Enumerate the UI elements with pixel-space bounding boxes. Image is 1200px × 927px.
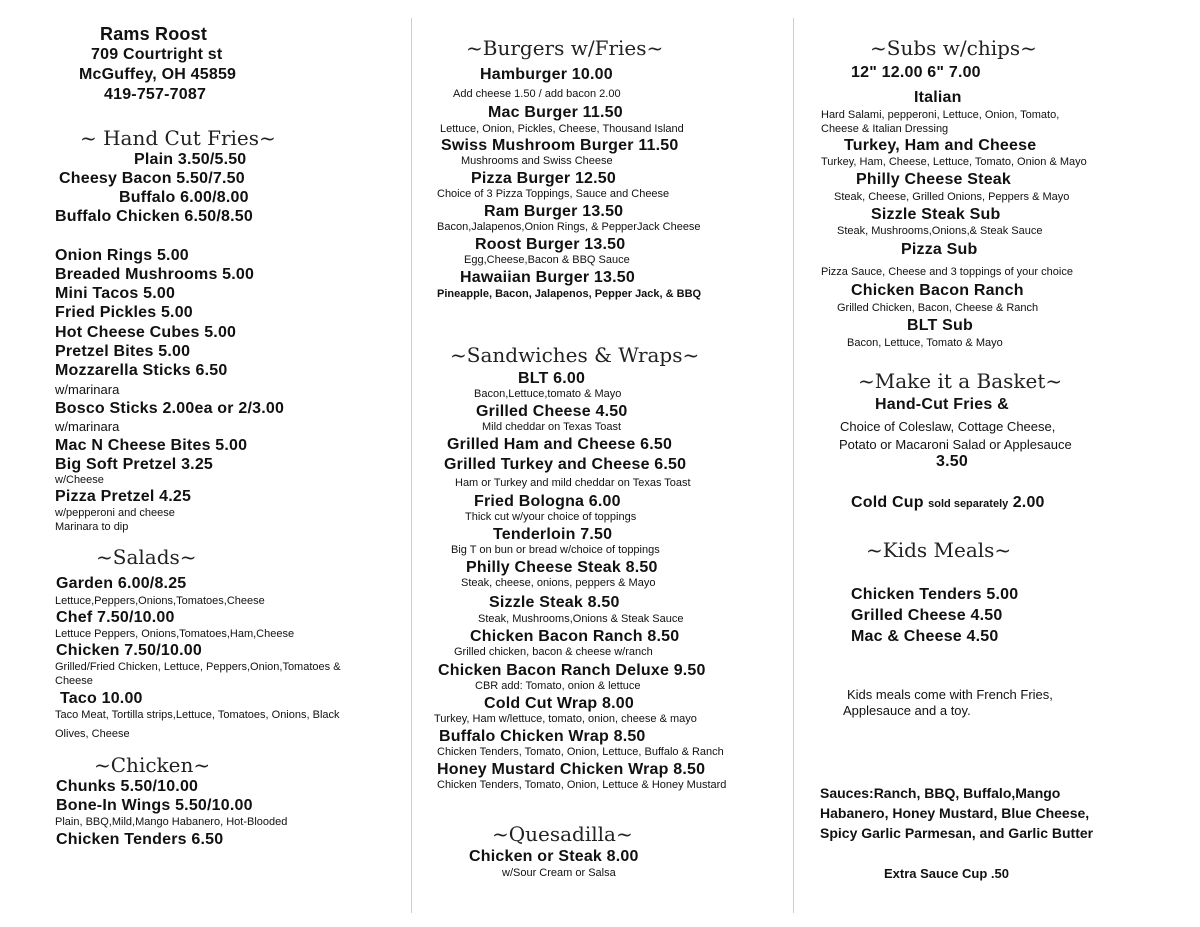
menu-item: Chicken 7.50/10.00 (56, 642, 202, 659)
item-description: Grilled chicken, bacon & cheese w/ranch (454, 646, 653, 658)
restaurant-street: 709 Courtright st (91, 46, 223, 63)
basket-description: Potato or Macaroni Salad or Applesauce (839, 437, 1072, 452)
item-description: Steak, Mushrooms,Onions & Steak Sauce (478, 613, 684, 625)
item-description: Lettuce Peppers, Onions,Tomatoes,Ham,Cheese (55, 628, 295, 640)
item-description: Hard Salami, pepperoni, Lettuce, Onion, Tomato, (821, 109, 1060, 121)
menu-item: Grilled Ham and Cheese 6.50 (447, 436, 673, 453)
basket-price: 3.50 (936, 453, 968, 470)
menu-item: Roost Burger 13.50 (475, 236, 626, 253)
menu-item: Mac N Cheese Bites 5.00 (55, 437, 248, 454)
menu-item: Chicken Bacon Ranch 8.50 (470, 628, 680, 645)
item-description: Cheese (55, 675, 93, 687)
menu-item: Grilled Turkey and Cheese 6.50 (444, 456, 687, 473)
menu-item: Buffalo Chicken 6.50/8.50 (55, 208, 253, 225)
menu-item: Buffalo 6.00/8.00 (119, 189, 249, 206)
menu-item: Grilled Cheese 4.50 (476, 403, 628, 420)
menu-item: Ram Burger 13.50 (484, 203, 624, 220)
menu-item: Hamburger 10.00 (480, 66, 613, 83)
salads-title: ~Salads~ (96, 545, 197, 569)
sub-sizes: 12" 12.00 6" 7.00 (851, 64, 981, 81)
menu-item: Chicken Tenders 5.00 (851, 586, 1019, 603)
menu-item: Pizza Burger 12.50 (471, 170, 616, 187)
item-description: Mushrooms and Swiss Cheese (461, 155, 613, 167)
menu-item: Hawaiian Burger 13.50 (460, 269, 635, 286)
kids-note: Kids meals come with French Fries, (847, 687, 1053, 702)
menu-item: Breaded Mushrooms 5.00 (55, 266, 255, 283)
column-divider-left (411, 18, 412, 913)
restaurant-city: McGuffey, OH 45859 (79, 66, 237, 83)
menu-item: Turkey, Ham and Cheese (844, 137, 1037, 154)
menu-item: Hot Cheese Cubes 5.00 (55, 324, 237, 341)
menu-item: Mozzarella Sticks 6.50 (55, 362, 228, 379)
menu-item: Chef 7.50/10.00 (56, 609, 175, 626)
menu-item: Fried Pickles 5.00 (55, 304, 193, 321)
menu-item: Philly Cheese Steak (856, 171, 1011, 188)
item-description: w/Cheese (55, 474, 104, 486)
item-description: Steak, Cheese, Grilled Onions, Peppers & Mayo (834, 191, 1070, 203)
chicken-title: ~Chicken~ (94, 753, 211, 777)
item-description: Olives, Cheese (55, 728, 130, 740)
item-description: Egg,Cheese,Bacon & BBQ Sauce (464, 254, 630, 266)
menu-item: Chicken Tenders 6.50 (56, 831, 224, 848)
menu-item: Pizza Pretzel 4.25 (55, 488, 192, 505)
item-description: Big T on bun or bread w/choice of toppings (451, 544, 660, 556)
kids-title: ~Kids Meals~ (866, 538, 1012, 562)
menu-item: BLT 6.00 (518, 370, 586, 387)
item-description: Lettuce, Onion, Pickles, Cheese, Thousand Island (440, 123, 684, 135)
menu-item: Sizzle Steak Sub (871, 206, 1001, 223)
cold-cup-label: Cold Cup (851, 494, 924, 511)
item-description: Grilled/Fried Chicken, Lettuce, Peppers,Onion,Tomatoes & (55, 661, 341, 673)
menu-item: Taco 10.00 (60, 690, 143, 707)
item-description: Turkey, Ham, Cheese, Lettuce, Tomato, Onion & Mayo (821, 156, 1087, 168)
menu-item: Chicken Bacon Ranch Deluxe 9.50 (438, 662, 706, 679)
item-description: Choice of 3 Pizza Toppings, Sauce and Cheese (437, 188, 670, 200)
sauces-line: Sauces:Ranch, BBQ, Buffalo,Mango (820, 785, 1061, 801)
item-description: Chicken Tenders, Tomato, Onion, Lettuce, Buffalo & Ranch (437, 746, 724, 758)
menu-item: Philly Cheese Steak 8.50 (466, 559, 658, 576)
item-description: Pineapple, Bacon, Jalapenos, Pepper Jack, & BBQ (437, 288, 702, 300)
menu-item: Mini Tacos 5.00 (55, 285, 176, 302)
restaurant-phone: 419-757-7087 (104, 86, 207, 103)
quesadilla-title: ~Quesadilla~ (492, 822, 633, 846)
cold-cup-note: sold separately (928, 498, 1009, 510)
menu-item: BLT Sub (907, 317, 973, 334)
menu-item: Fried Bologna 6.00 (474, 493, 621, 510)
menu-item: Mac Burger 11.50 (488, 104, 623, 121)
menu-item: Mac & Cheese 4.50 (851, 628, 999, 645)
menu-item: Chicken or Steak 8.00 (469, 848, 639, 865)
item-description: Chicken Tenders, Tomato, Onion, Lettuce & Honey Mustard (437, 779, 727, 791)
basket-title: ~Make it a Basket~ (858, 369, 1063, 393)
kids-note: Applesauce and a toy. (843, 703, 971, 718)
item-description: Lettuce,Peppers,Onions,Tomatoes,Cheese (55, 595, 265, 607)
item-description: Steak, cheese, onions, peppers & Mayo (461, 577, 656, 589)
item-description: Bacon,Lettuce,tomato & Mayo (474, 388, 622, 400)
item-description: Ham or Turkey and mild cheddar on Texas Toast (455, 477, 691, 489)
menu-item: Swiss Mushroom Burger 11.50 (441, 137, 679, 154)
menu-item: Onion Rings 5.00 (55, 247, 189, 264)
item-description: Taco Meat, Tortilla strips,Lettuce, Tomatoes, Onions, Black (55, 709, 340, 721)
item-description: w/marinara (55, 382, 120, 397)
item-description: Steak, Mushrooms,Onions,& Steak Sauce (837, 225, 1043, 237)
sauces-line: Spicy Garlic Parmesan, and Garlic Butter (820, 825, 1094, 841)
item-description: Marinara to dip (55, 521, 129, 533)
burgers-title: ~Burgers w/Fries~ (466, 36, 664, 60)
menu-item: Big Soft Pretzel 3.25 (55, 456, 214, 473)
menu-item: Cold Cut Wrap 8.00 (484, 695, 634, 712)
menu-item: Honey Mustard Chicken Wrap 8.50 (437, 761, 706, 778)
item-description: Grilled Chicken, Bacon, Cheese & Ranch (837, 302, 1039, 314)
item-description: Thick cut w/your choice of toppings (465, 511, 637, 523)
item-description: Turkey, Ham w/lettuce, tomato, onion, cheese & mayo (434, 713, 697, 725)
sandwiches-title: ~Sandwiches & Wraps~ (450, 343, 700, 367)
item-description: Mild cheddar on Texas Toast (482, 421, 622, 433)
item-description: w/Sour Cream or Salsa (502, 867, 616, 879)
extra-sauce-cup: Extra Sauce Cup .50 (884, 866, 1009, 881)
item-description: w/pepperoni and cheese (55, 507, 175, 519)
item-description: Cheese & Italian Dressing (821, 123, 949, 135)
basket-description: Choice of Coleslaw, Cottage Cheese, (840, 419, 1056, 434)
menu-item: Buffalo Chicken Wrap 8.50 (439, 728, 646, 745)
cold-cup-price: 2.00 (1012, 494, 1045, 511)
basket-fries: Hand-Cut Fries & (875, 396, 1009, 413)
menu-item: Plain 3.50/5.50 (134, 151, 247, 168)
item-description: Pizza Sauce, Cheese and 3 toppings of your choice (821, 266, 1073, 278)
menu-item: Cheesy Bacon 5.50/7.50 (59, 170, 245, 187)
menu-item: Pizza Sub (901, 241, 978, 258)
item-description: Add cheese 1.50 / add bacon 2.00 (453, 88, 621, 100)
menu-item: Tenderloin 7.50 (493, 526, 613, 543)
menu-item: Pretzel Bites 5.00 (55, 343, 191, 360)
fries-title: ~ Hand Cut Fries~ (80, 126, 276, 150)
cold-cup-line (851, 494, 1045, 512)
item-description: CBR add: Tomato, onion & lettuce (475, 680, 641, 692)
menu-item: Chunks 5.50/10.00 (56, 778, 199, 795)
menu-item: Bone-In Wings 5.50/10.00 (56, 797, 253, 814)
column-divider-right (793, 18, 794, 913)
item-description: w/marinara (55, 419, 120, 434)
restaurant-name: Rams Roost (100, 24, 208, 44)
menu-item: Garden 6.00/8.25 (56, 575, 187, 592)
item-description: Bacon,Jalapenos,Onion Rings, & PepperJack Cheese (437, 221, 701, 233)
menu-item: Grilled Cheese 4.50 (851, 607, 1003, 624)
sauces-line: Habanero, Honey Mustard, Blue Cheese, (820, 805, 1090, 821)
menu-item: Sizzle Steak 8.50 (489, 594, 620, 611)
subs-title: ~Subs w/chips~ (870, 36, 1037, 60)
menu-item: Bosco Sticks 2.00ea or 2/3.00 (55, 400, 285, 417)
menu-item: Chicken Bacon Ranch (851, 282, 1024, 299)
menu-item: Italian (914, 89, 962, 106)
item-description: Plain, BBQ,Mild,Mango Habanero, Hot-Blooded (55, 816, 288, 828)
item-description: Bacon, Lettuce, Tomato & Mayo (847, 337, 1003, 349)
